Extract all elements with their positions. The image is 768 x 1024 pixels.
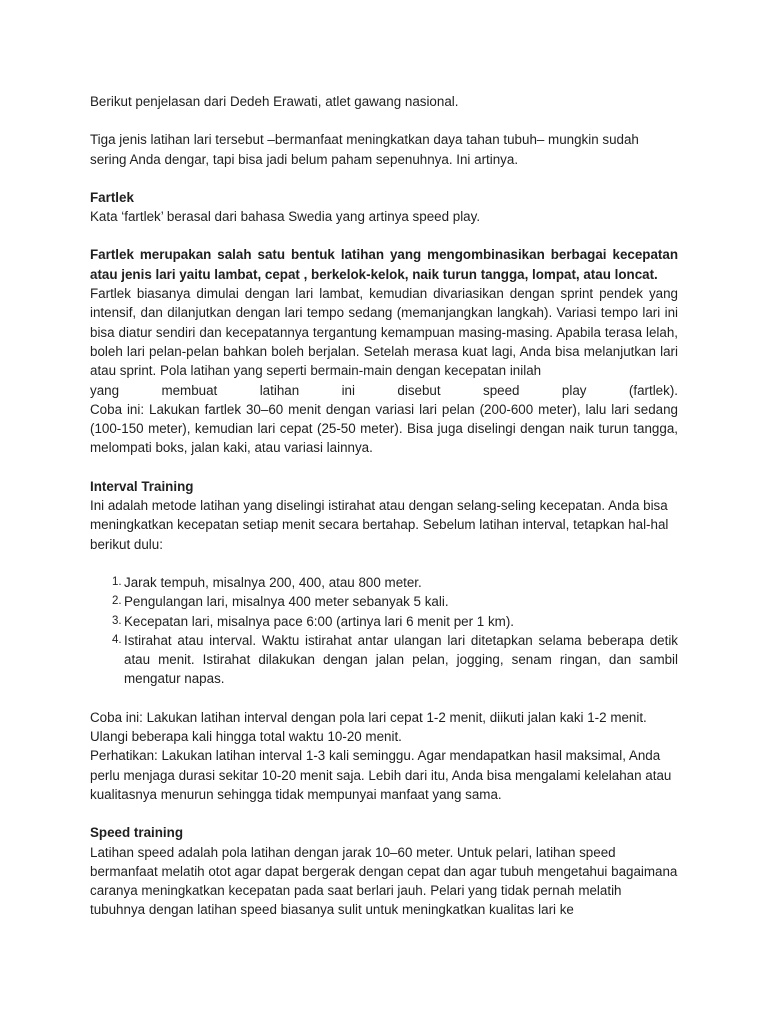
intro-paragraph: Berikut penjelasan dari Dedeh Erawati, atlet gawang nasional. [90,94,459,109]
spacer [90,111,678,130]
list-number: 3. [112,614,122,627]
spacer [90,458,678,477]
spacer [90,804,678,823]
list-number: 1. [112,575,122,588]
list-item [90,612,678,631]
interval-body: Ini adalah metode latihan yang diselingi istirahat atau dengan selang-seling kecepatan. Anda bisa meningkatkan kecepatan setiap menit secara bertahap. Sebelum latihan interval, tetapkan hal-hal berikut dulu: [90,498,669,552]
list-item-text: Pengulangan lari, misalnya 400 meter sebanyak 5 kali. [124,594,449,610]
spacer [90,169,678,188]
lead-paragraph: Tiga jenis latihan lari tersebut –bermanfaat meningkatkan daya tahan tubuh– mungkin sudah sering Anda dengar, tapi bisa jadi belum paham sepenuhnya. Ini artinya. [90,132,639,167]
list-number: 2. [112,595,122,608]
interval-note: Perhatikan: Lakukan latihan interval 1-3 kali seminggu. Agar mendapatkan hasil maksimal, Anda perlu menjaga durasi sekitar 10-20 menit saja. Lebih dari itu, Anda bisa mengalami kelelahan atau kualitasnya menurun sehingga tidak mempunyai manfaat yang sama. [90,748,672,802]
speed-heading: Speed training [90,825,184,841]
list-item [90,631,678,689]
document-page [90,92,678,920]
list-item [90,573,678,592]
list-item-text: Kecepatan lari, misalnya pace 6:00 (artinya lari 6 menit per 1 km). [124,613,514,629]
interval-try: Coba ini: Lakukan latihan interval dengan pola lari cepat 1-2 menit, diikuti jalan kaki 1-2 menit. Ulangi beberapa kali hingga total waktu 10-20 menit. [90,709,647,745]
fartlek-heading: Fartlek [90,189,134,205]
fartlek-body: Fartlek biasanya dimulai dengan lari lambat, kemudian divariasikan dengan sprint pendek yang intensif, dan dilanjutkan dengan lari tempo sedang (memanjangkan langkah). Variasi tempo lari ini bisa diatur sendiri dan kecepatannya tergantung kemampuan masing-masing. Apabila terasa lelah, boleh lari pelan-pelan bahkan boleh berjalan. Setelah merasa kuat lagi, Anda bisa melanjutkan lari atau sprint. Pola latihan yang seperti bermain-main dengan kecepatan inilah [90,286,678,379]
list-item-text: Jarak tempuh, misalnya 200, 400, atau 800 meter. [124,574,422,590]
speed-body: Latihan speed adalah pola latihan dengan jarak 10–60 meter. Untuk pelari, latihan speed bermanfaat melatih otot agar dapat bergerak dengan cepat dan agar tubuh mengetahui bagaimana caranya meningkatkan kecepatan pada saat berlari jauh. Pelari yang tidak pernah melatih tubuhnya dengan latihan speed biasanya sulit untuk meningkatkan kualitas lari ke [90,844,678,918]
list-number: 4. [112,633,122,646]
fartlek-definition: Kata ‘fartlek’ berasal dari bahasa Swedia yang artinya speed play. [90,209,481,225]
fartlek-body-last-line: yang membuat latihan ini disebut speed play (fartlek). [90,382,678,398]
fartlek-bold-text: Fartlek merupakan salah satu bentuk latihan yang mengombinasikan berbagai kecepatan atau jenis lari yaitu lambat, cepat , berkelok-kelok, naik turun tangga, lompat, atau loncat. [90,247,678,282]
list-item-text: Istirahat atau interval. Waktu istirahat antar ulangan lari ditetapkan selama beberapa detik atau menit. Istirahat dilakukan dengan jalan pelan, jogging, senam ringan, dan sambil mengatur napas. [124,632,678,687]
spacer [90,226,678,245]
fartlek-try: Coba ini: Lakukan fartlek 30–60 menit dengan variasi lari pelan (200-600 meter), lalu lari sedang (100-150 meter), kemudian lari cepat (25-50 meter). Bisa juga diselingi dengan naik turun tangga, melompati boks, jalan kaki, atau variasi lainnya. [90,401,678,456]
spacer [90,554,678,573]
spacer [90,689,678,708]
list-item [90,592,678,611]
interval-list [90,573,678,689]
interval-heading: Interval Training [90,478,194,494]
